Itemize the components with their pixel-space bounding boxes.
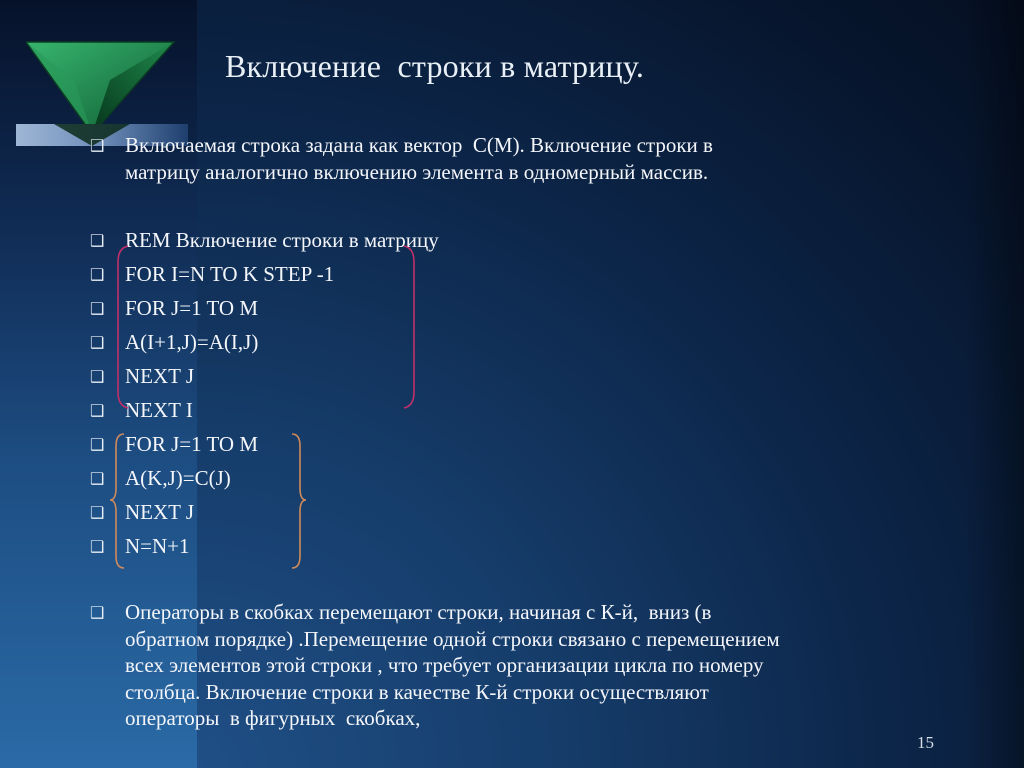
bullet-icon: ❑ bbox=[90, 367, 105, 386]
bullet-text: NEXT J bbox=[125, 364, 195, 388]
bracket-upper-left bbox=[118, 246, 128, 408]
bullet-text: NEXT J bbox=[125, 500, 195, 524]
bracket-upper bbox=[110, 240, 422, 412]
curly-brace-right bbox=[292, 434, 306, 568]
bullet-icon: ❑ bbox=[90, 401, 105, 420]
bullet-icon: ❑ bbox=[90, 435, 105, 454]
bullet-icon: ❑ bbox=[90, 231, 105, 250]
bullet-icon: ❑ bbox=[90, 503, 105, 522]
bullet-text: FOR J=1 TO M bbox=[125, 296, 259, 320]
bullet-text: A(K,J)=C(J) bbox=[125, 466, 231, 490]
bullet-text: REM Включение строки в матрицу bbox=[125, 228, 439, 252]
bullet-icon: ❑ bbox=[90, 299, 105, 318]
bracket-upper-right bbox=[404, 246, 414, 408]
bullet-text: A(I+1,J)=A(I,J) bbox=[125, 330, 259, 354]
bullet-icon: ❑ bbox=[90, 537, 105, 556]
bullet-text: N=N+1 bbox=[125, 534, 190, 558]
bullet-text: Включаемая строка задана как вектор C(M). Включение строки в матрицу аналогично включению элемента в одномерный массив. bbox=[125, 133, 713, 184]
curly-brace-left bbox=[110, 434, 124, 568]
slide-title: Включение строки в матрицу. bbox=[225, 48, 645, 84]
bullet-icon: ❑ bbox=[90, 603, 105, 622]
curly-brace-lower bbox=[108, 432, 308, 572]
bullet-icon: ❑ bbox=[90, 469, 105, 488]
slide-background-right-strip bbox=[965, 0, 1024, 768]
bullet-text: FOR J=1 TO M bbox=[125, 432, 259, 456]
bullet-text: FOR I=N TO K STEP -1 bbox=[125, 262, 335, 286]
bullet-icon: ❑ bbox=[90, 265, 105, 284]
bullet-icon: ❑ bbox=[90, 136, 105, 155]
bullet-text: NEXT I bbox=[125, 398, 193, 422]
page-number: 15 bbox=[917, 733, 934, 752]
bullet-icon: ❑ bbox=[90, 333, 105, 352]
bullet-text: Операторы в скобках перемещают строки, начиная с К-й, вниз (в обратном порядке) .Перемещение одной строки связано с перемещением всех элементов этой строки , что требует организации цикла по номеру столбца. Включение строки в качестве К-й строки осуществляют операторы в фигурных скобках, bbox=[125, 600, 780, 730]
